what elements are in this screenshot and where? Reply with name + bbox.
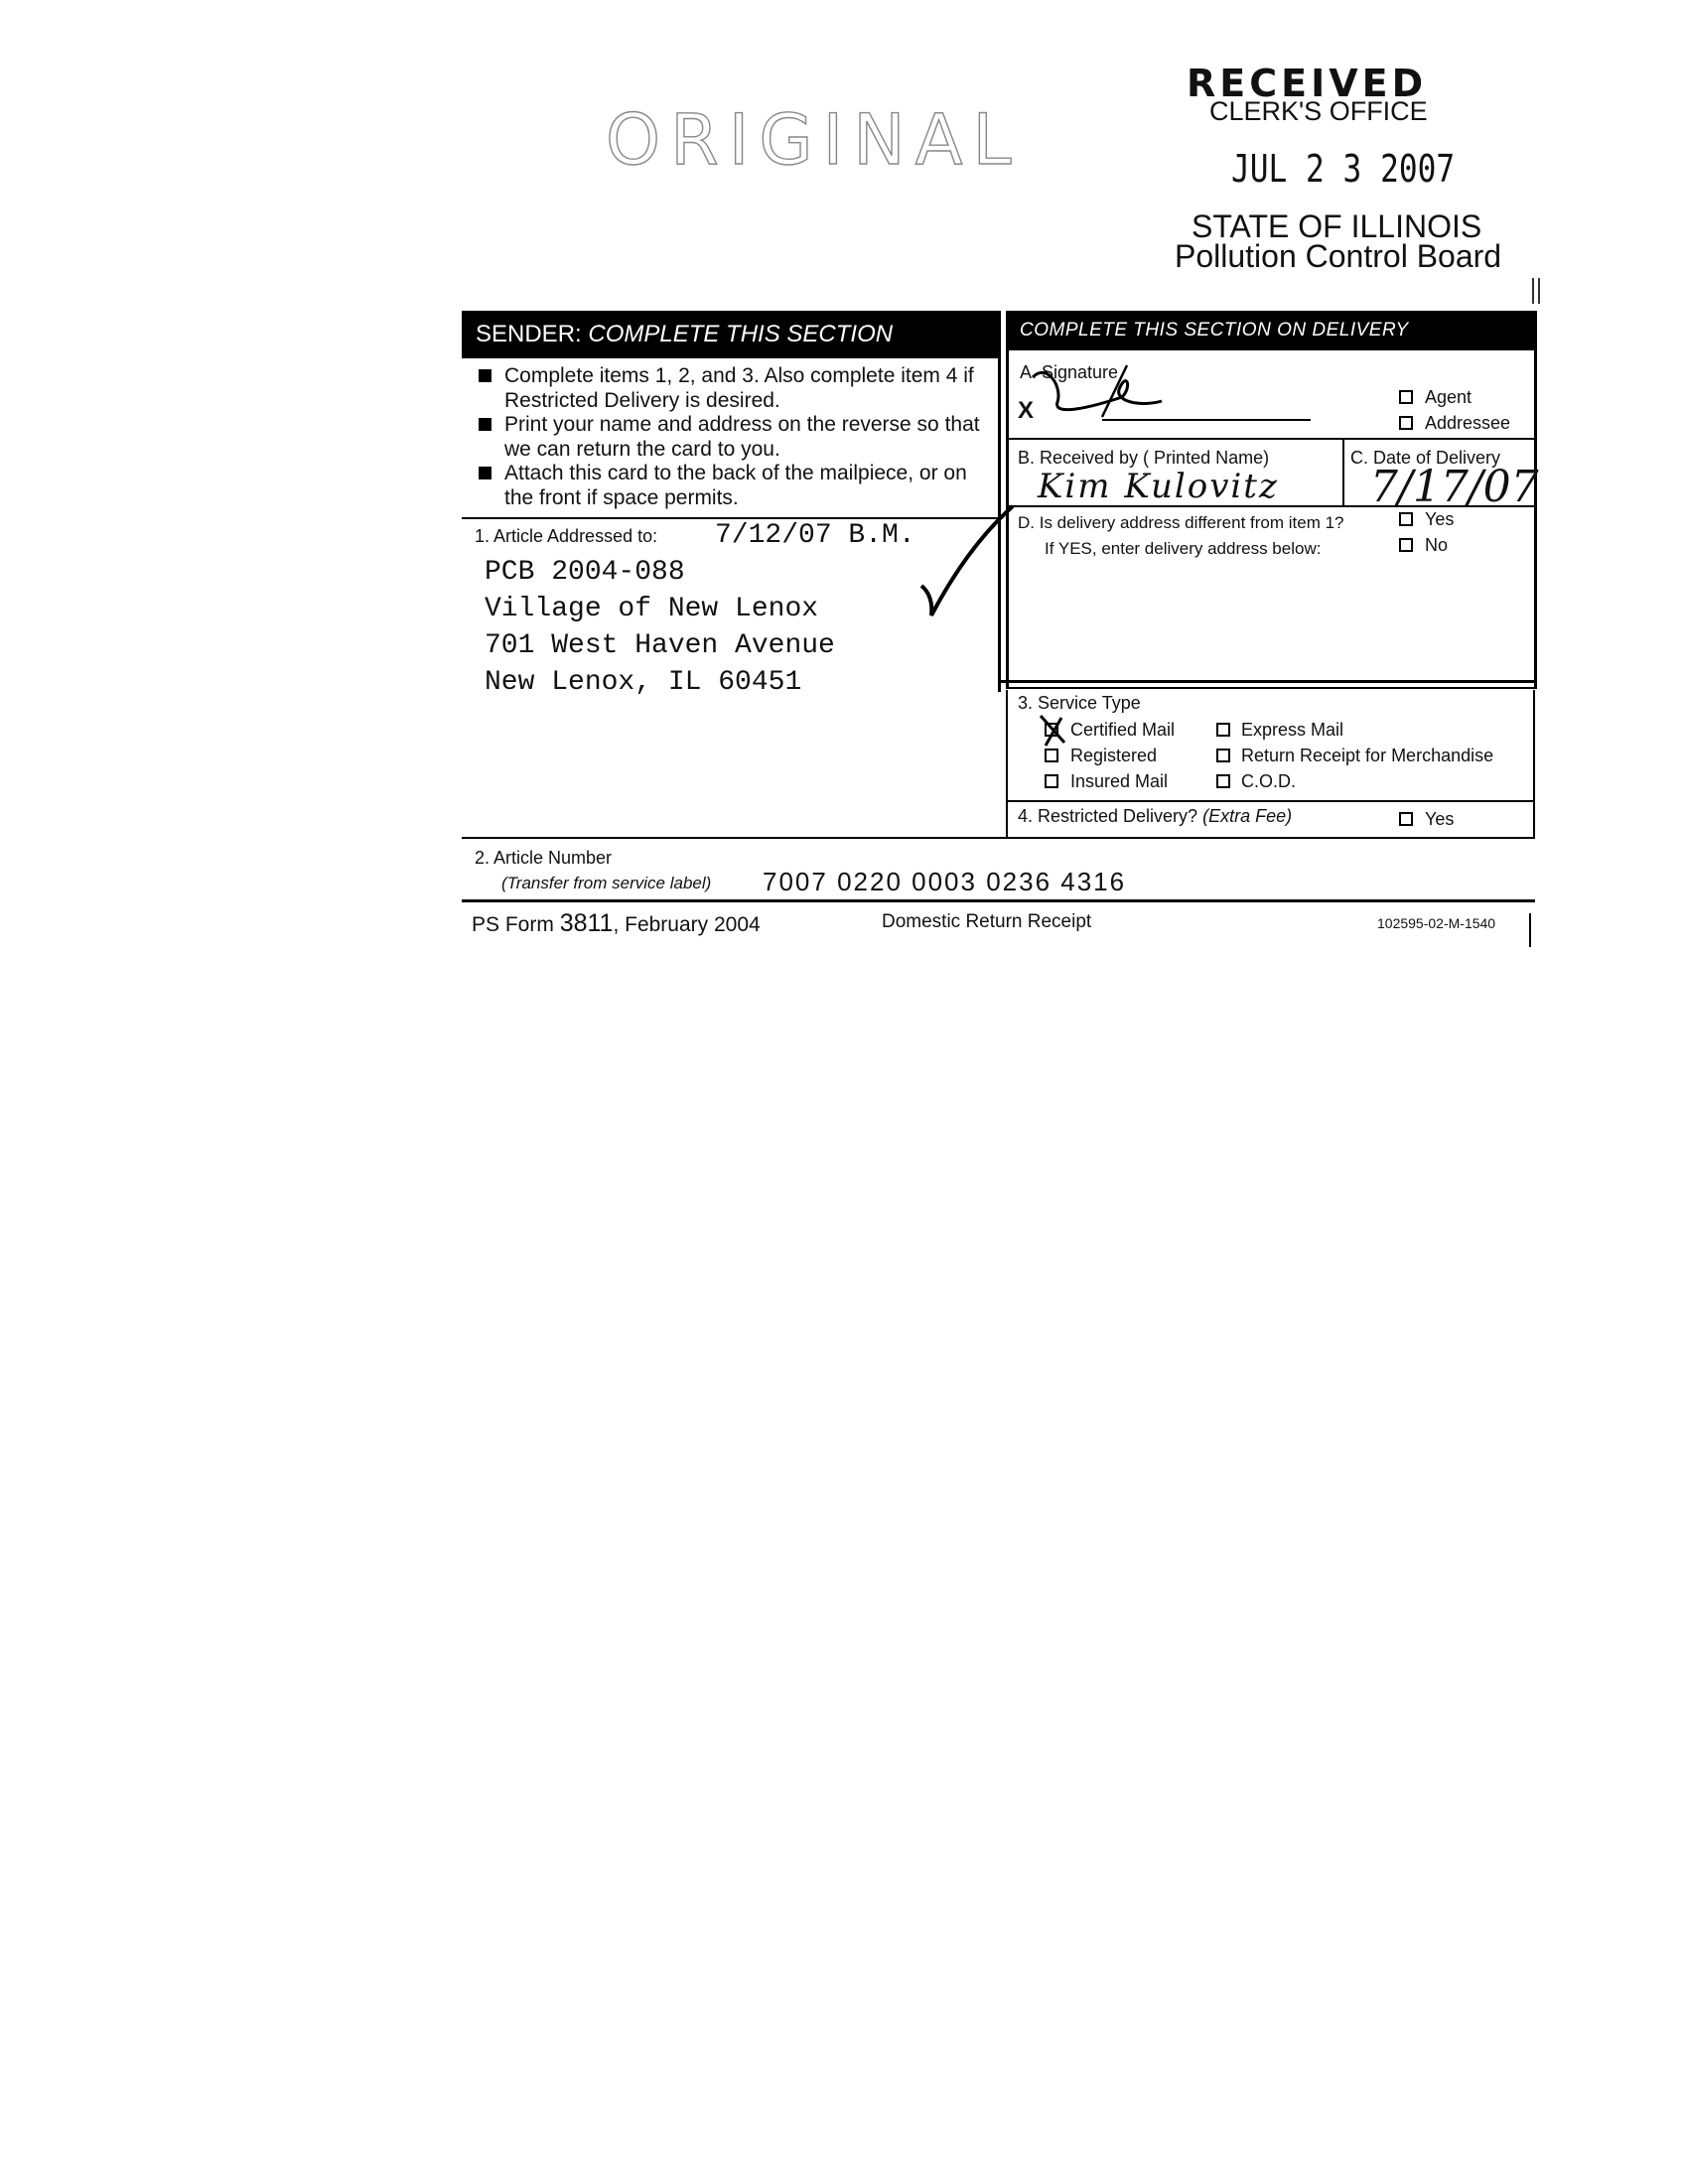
return-receipt-merchandise-checkbox[interactable]: [1216, 749, 1230, 762]
signature-x-mark: X: [1018, 397, 1035, 424]
insured-mail-label: Insured Mail: [1070, 771, 1169, 791]
article-number-label: 2. Article Number: [475, 848, 613, 868]
form-prefix: PS Form: [472, 913, 560, 936]
article-addressed-label: 1. Article Addressed to:: [475, 526, 658, 546]
signature-row-rule: [1006, 438, 1537, 440]
express-mail-label: Express Mail: [1241, 720, 1344, 740]
insured-mail-checkbox[interactable]: [1045, 774, 1058, 788]
restricted-delivery-fee: (Extra Fee): [1202, 806, 1293, 826]
different-address-no-label: No: [1425, 535, 1449, 555]
address-line-1: PCB 2004-088: [485, 557, 685, 588]
date-of-delivery-label: C. Date of Delivery: [1350, 448, 1501, 468]
handwritten-signature-icon: [1013, 357, 1340, 437]
delivery-header-text: COMPLETE THIS SECTION ON DELIVERY: [1020, 320, 1409, 341]
received-by-label: B. Received by ( Printed Name): [1018, 448, 1270, 468]
different-address-yes-label: Yes: [1425, 509, 1455, 529]
sender-instructions: [477, 364, 993, 510]
sender-header: [462, 311, 998, 358]
certified-mail-x-mark-icon: [1038, 713, 1067, 749]
instruction-3: Attach this card to the back of the mailpiece, or on the front if space permits.: [477, 462, 993, 510]
registered-label: Registered: [1070, 746, 1158, 765]
checkmark-icon: [913, 496, 1033, 625]
restricted-delivery-yes-checkbox[interactable]: [1399, 812, 1413, 826]
signature-label: A. Signature: [1020, 362, 1119, 382]
article-number-value: 7007 0220 0003 0236 4316: [763, 867, 1127, 896]
service-box-right: [1533, 690, 1535, 839]
restricted-delivery-label: 4. Restricted Delivery?: [1018, 806, 1198, 826]
service-box-left: [1006, 690, 1008, 839]
different-address-yes-checkbox[interactable]: [1399, 512, 1413, 526]
sender-header-lead: SENDER:: [476, 321, 582, 347]
form-id: [472, 909, 761, 938]
address-line-3: 701 West Haven Avenue: [485, 630, 835, 661]
article-date-note: 7/12/07 B.M.: [715, 520, 915, 551]
cod-label: C.O.D.: [1241, 771, 1297, 791]
form-title: Domestic Return Receipt: [882, 911, 1092, 932]
form-number: 3811: [559, 909, 614, 937]
received-stamp-title: RECEIVED: [1187, 62, 1428, 105]
instruction-2: Print your name and address on the reverse so that we can return the card to you.: [477, 413, 993, 462]
agent-checkbox[interactable]: [1399, 390, 1413, 404]
different-address-no-checkbox[interactable]: [1399, 538, 1413, 552]
restricted-delivery: [1018, 806, 1292, 827]
received-stamp-state: STATE OF ILLINOIS: [1192, 208, 1482, 244]
article-number-rule-bottom: [462, 899, 1535, 902]
express-mail-checkbox[interactable]: [1216, 723, 1230, 737]
form-code: 102595-02-M-1540: [1377, 915, 1496, 931]
certified-mail-label: Certified Mail: [1070, 720, 1176, 740]
delivery-box-bottom-inner: [1006, 687, 1537, 689]
footer-edge-mark: [1529, 913, 1531, 947]
different-address-instruction: If YES, enter delivery address below:: [1045, 539, 1322, 558]
date-of-delivery-handwritten: 7/17/07: [1370, 462, 1539, 512]
delivery-header: [1006, 311, 1537, 350]
restricted-delivery-yes-label: Yes: [1425, 809, 1455, 829]
addressee-checkbox[interactable]: [1399, 416, 1413, 430]
original-stamp: ORIGINAL: [606, 99, 1022, 181]
sender-header-rest: COMPLETE THIS SECTION: [588, 321, 894, 347]
article-number-sub: (Transfer from service label): [501, 874, 712, 892]
service-type-label: 3. Service Type: [1018, 693, 1141, 713]
return-receipt-merchandise-label: Return Receipt for Merchandise: [1241, 746, 1494, 765]
delivery-box-bottom: [998, 680, 1537, 683]
received-stamp-office: CLERK'S OFFICE: [1209, 96, 1428, 126]
received-by-handwritten: Kim Kulovitz: [1038, 467, 1279, 506]
date-box-divider: [1342, 438, 1344, 507]
received-stamp-board: Pollution Control Board: [1175, 238, 1502, 274]
address-line-2: Village of New Lenox: [485, 594, 819, 624]
instruction-1: Complete items 1, 2, and 3. Also complete item 4 if Restricted Delivery is desired.: [477, 364, 993, 413]
address-line-4: New Lenox, IL 60451: [485, 667, 802, 698]
cod-checkbox[interactable]: [1216, 774, 1230, 788]
different-address-question: D. Is delivery address different from item 1?: [1018, 513, 1344, 532]
article-number-rule-top: [462, 837, 1535, 839]
edge-mark: [1532, 278, 1540, 304]
service-rule: [1006, 800, 1535, 802]
registered-checkbox[interactable]: [1045, 749, 1058, 762]
addressee-label: Addressee: [1425, 413, 1511, 433]
agent-label: Agent: [1425, 387, 1473, 407]
received-stamp-date: JUL 2 3 2007: [1231, 147, 1456, 191]
form-date: , February 2004: [613, 913, 761, 936]
